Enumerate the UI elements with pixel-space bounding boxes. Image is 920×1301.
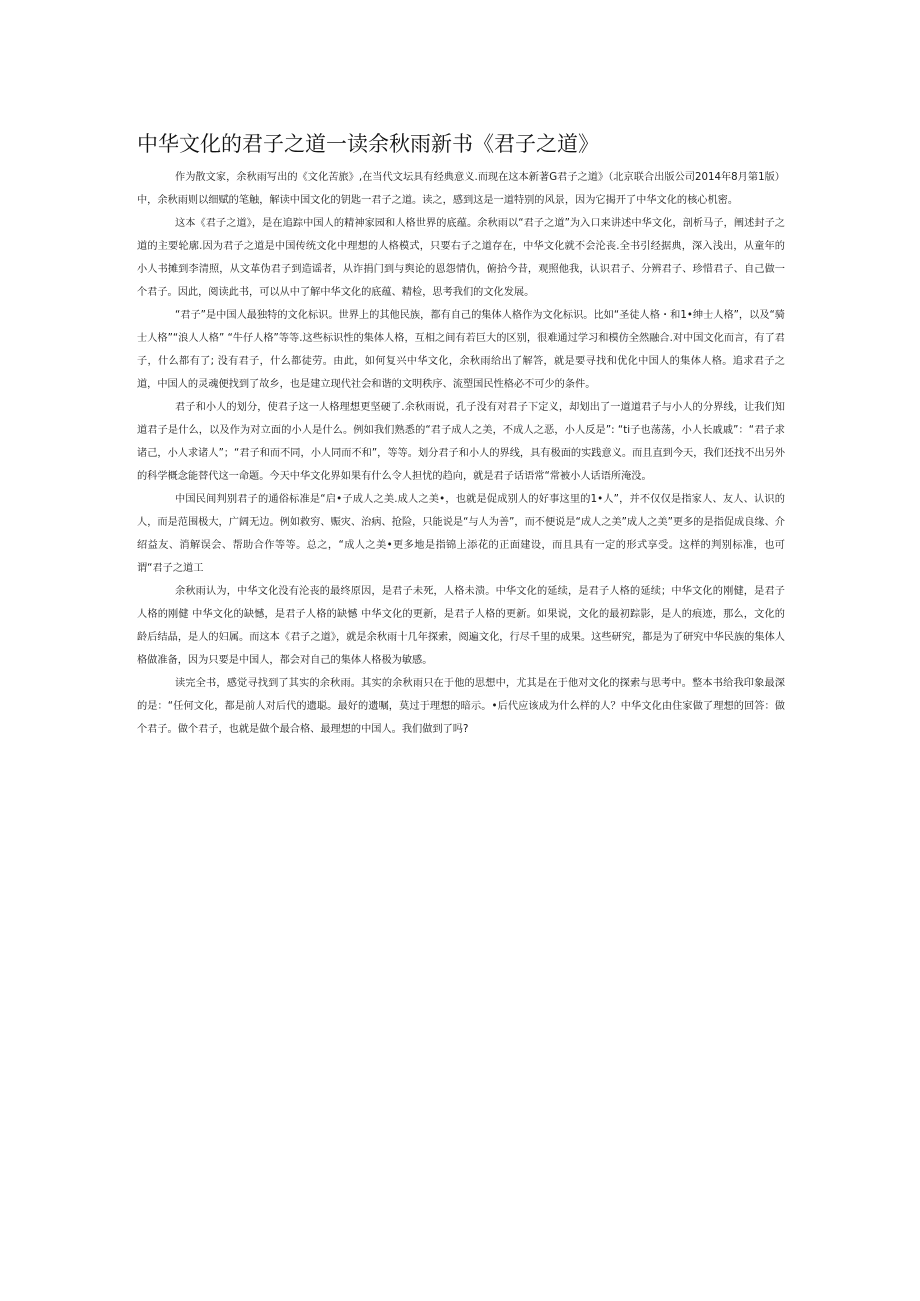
paragraph-5: 中国民间判别君子的通俗标准是“启•子成人之美.成人之美•，也就是促成别人的好事这里的1•人”，并不仅仅是指家人、友人、认识的人，而是范围极大，广阔无边。例如救穷、赈灾、治病、抢险，只能说是“与人为善”，而不便说是“成人之美”成人之美”更多的是指促成良缘、介绍益友、消解误会、帮助合作等等。总之，“成人之美•更多地是指锦上添花的正面建设，而且具有一定的形式享受。这样的判别标准，也可谓“君子之道工 [137,494,785,574]
paragraph-4: 君子和小人的划分，使君子这一人格理想更坚硬了.余秋雨说，孔子没有对君子下定义，却划出了一道道君子与小人的分界线，让我们知道君子是什么，以及作为对立面的小人是什么。例如我们熟悉的“君子成人之美，不成人之恶，小人反是”: “ti子也荡荡，小人长戚戚”：“君子求诸己，小人求诸人”；“君子和而不同，小人同而不和”，等等。划分君子和小人的界线，具有极面的实践意义。而且直到今天，我们还找不出另外的科学概念能替代这一命题。今天中华文化界如果有什么令人担忧的趋向，就是君子话语常“常被小人话语所淹没。 [137,402,785,482]
paragraph-1: 作为散文家，余秋雨写出的《文化苦旅》,在当代文坛具有经典意义.而现在这本新著G君子之道》（北京联合出版公司2014年8月第1版）中，余秋雨则以细赋的笔触，解读中国文化的钥匙一君子之道。读之，感到这是一道特别的风景，因为它揭开了中华文化的核心机密。 [137,172,785,206]
document-title: 中华文化的君子之道一读余秋雨新书《君子之道》 [137,132,599,156]
paragraph-3: “君子”是中国人最独特的文化标识。世界上的其他民族，都有自己的集体人格作为文化标识。比如“圣徒人格・和1•绅士人格”，以及“骑士人格”“浪人人格” “牛仔人格”等等.这些标识性的集体人格，互相之间有若巨大的区别，很难通过学习和模仿全然融合.对中国文化而言，有了君子，什么都有了; 没有君子，什么都徒劳。由此，如何复兴中华文化，余秋雨给出了解答，就是要寻找和优化中国人的集体人格。追求君子之道，中国人的灵魂便找到了故乡，也是建立现代社会和谐的文明秩序、流塑国民性格必不可少的条件。 [137,310,785,390]
paragraph-7: 读完全书，感觉寻找到了其实的余秋雨。其实的余秋雨只在于他的思想中，尤其是在于他对文化的探索与思考中。整本书给我印象最深的是：“任何文化，都是前人对后代的遗聪。最好的遗嘱，莫过于理想的暗示。•后代应该成为什么样的人？中华文化由住家做了理想的回答：做个君子。做个君子，也就是做个最合格、最理想的中国人。我们做到了吗? [137,678,785,735]
document-body [137,166,785,741]
paragraph-6: 余秋雨认为，中华文化没有沦丧的最终原因，是君子未死，人格未溃。中华文化的延续，是君子人格的延续；中华文化的刚健，是君子人格的刚健 中华文化的缺憾，是君子人格的缺憾 中华文化的更新，是君子人格的更新。如果说，文化的最初踪影，是人的痕迹，那么，文化的龄后结晶，是人的妇属。而这本《君子之道》，就是余秋雨十几年探索，阅遍文化，行尽千里的成果。这些研究，都是为了研究中华民族的集体人格做准备，因为只要是中国人，都会对自己的集体人格极为敏感。 [137,586,785,666]
paragraph-2: 这本《君子之道》，是在追踪中国人的精神家园和人格世界的底蕴。余秋雨以“君子之道”为入口来讲述中华文化，剖析马子，阐述封子之道的主要轮廓.因为君子之道是中国传统文化中理想的人格模式，只要右子之道存在，中华文化就不会沦丧.全书引经据典，深入浅出，从童年的小人书摊到李清照，从文革伪君子到造谣者，从诈捐门到与舆论的恩怨情仇，俯拾今昔，观照他我，认识君子、分辨君子、珍惜君子、自己做一个君子。因此，阅读此书，可以从中了解中华文化的底蕴、精检，思考我们的文化发展。 [137,218,785,298]
